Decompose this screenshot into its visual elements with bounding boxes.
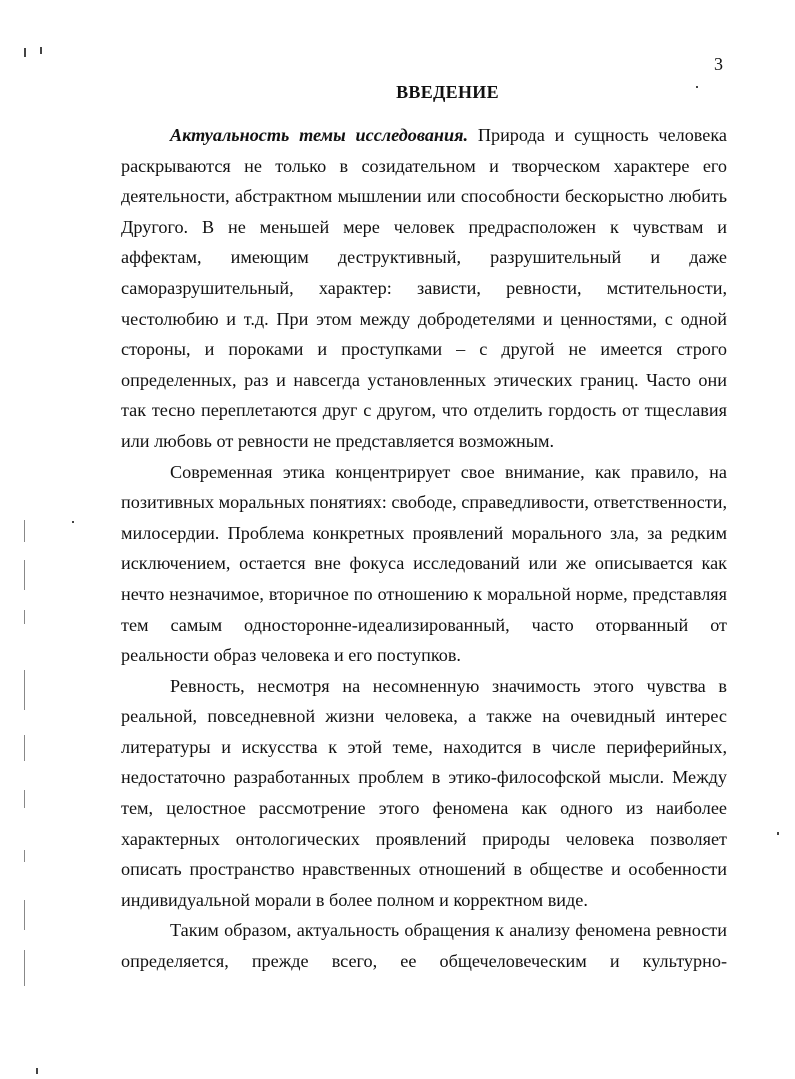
scan-speck <box>36 1068 38 1074</box>
paragraph-text: Природа и сущность человека раскрываются не только в созидательном и творческом характере его деятельности, абстрактном мышлении или способности бескорыстно любить Другого. В не меньшей мере человек предрасположен к чувствам и аффектам, имеющим деструктивный, разрушительный и даже саморазрушительный, характер: зависти, ревности, мстительности, честолюбию и т.д. При этом между добродетелями и ценностями, с одной стороны, и пороками и проступками – с другой не имеется строго определенных, раз и навсегда установленных этических границ. Часто они так тесно переплетаются друг с другом, что отделить гордость от тщеславия или любовь от ревности не представляется возможным. <box>121 125 727 451</box>
scan-speck <box>24 48 26 57</box>
paragraph-jealousy: Ревность, несмотря на несомненную значимость этого чувства в реальной, повседневной жизни человека, а также на очевидный интерес литературы и искусства к этой теме, находится в числе периферийных, недостаточно разработанных проблем в этико-философской мысли. Между тем, целостное рассмотрение этого феномена как одного из наиболее характерных онтологических проявлений природы человека позволяет описать пространство нравственных отношений в обществе и особенности индивидуальной морали в более полном и корректном виде. <box>121 675 727 910</box>
paragraph-relevance <box>121 120 727 457</box>
scan-speck <box>777 832 779 835</box>
scan-speck <box>72 521 74 523</box>
body-text <box>121 120 727 977</box>
paragraph-modern-ethics: Современная этика концентрирует свое внимание, как правило, на позитивных моральных понятиях: свободе, справедливости, ответственности, милосердии. Проблема конкретных проявлений морального зла, за редким исключением, остается вне фокуса исследований или же описывается как нечто незначимое, вторичное по отношению к моральной норме, представляя тем самым односторонне-идеализированный, часто оторванный от реальности образ человека и его поступков. <box>121 461 727 666</box>
section-heading-text: ВВЕДЕНИЕ <box>396 82 499 102</box>
section-heading <box>0 82 795 103</box>
paragraph-conclusion: Таким образом, актуальность обращения к анализу феномена ревности определяется, прежде всего, ее общечеловеческим и культурно- <box>121 920 727 972</box>
paragraph-lead: Актуальность темы исследования. <box>170 125 469 145</box>
scan-margin-noise <box>22 520 28 990</box>
scan-speck <box>696 86 698 88</box>
page-number: 3 <box>714 54 723 74</box>
scan-speck <box>40 47 42 54</box>
